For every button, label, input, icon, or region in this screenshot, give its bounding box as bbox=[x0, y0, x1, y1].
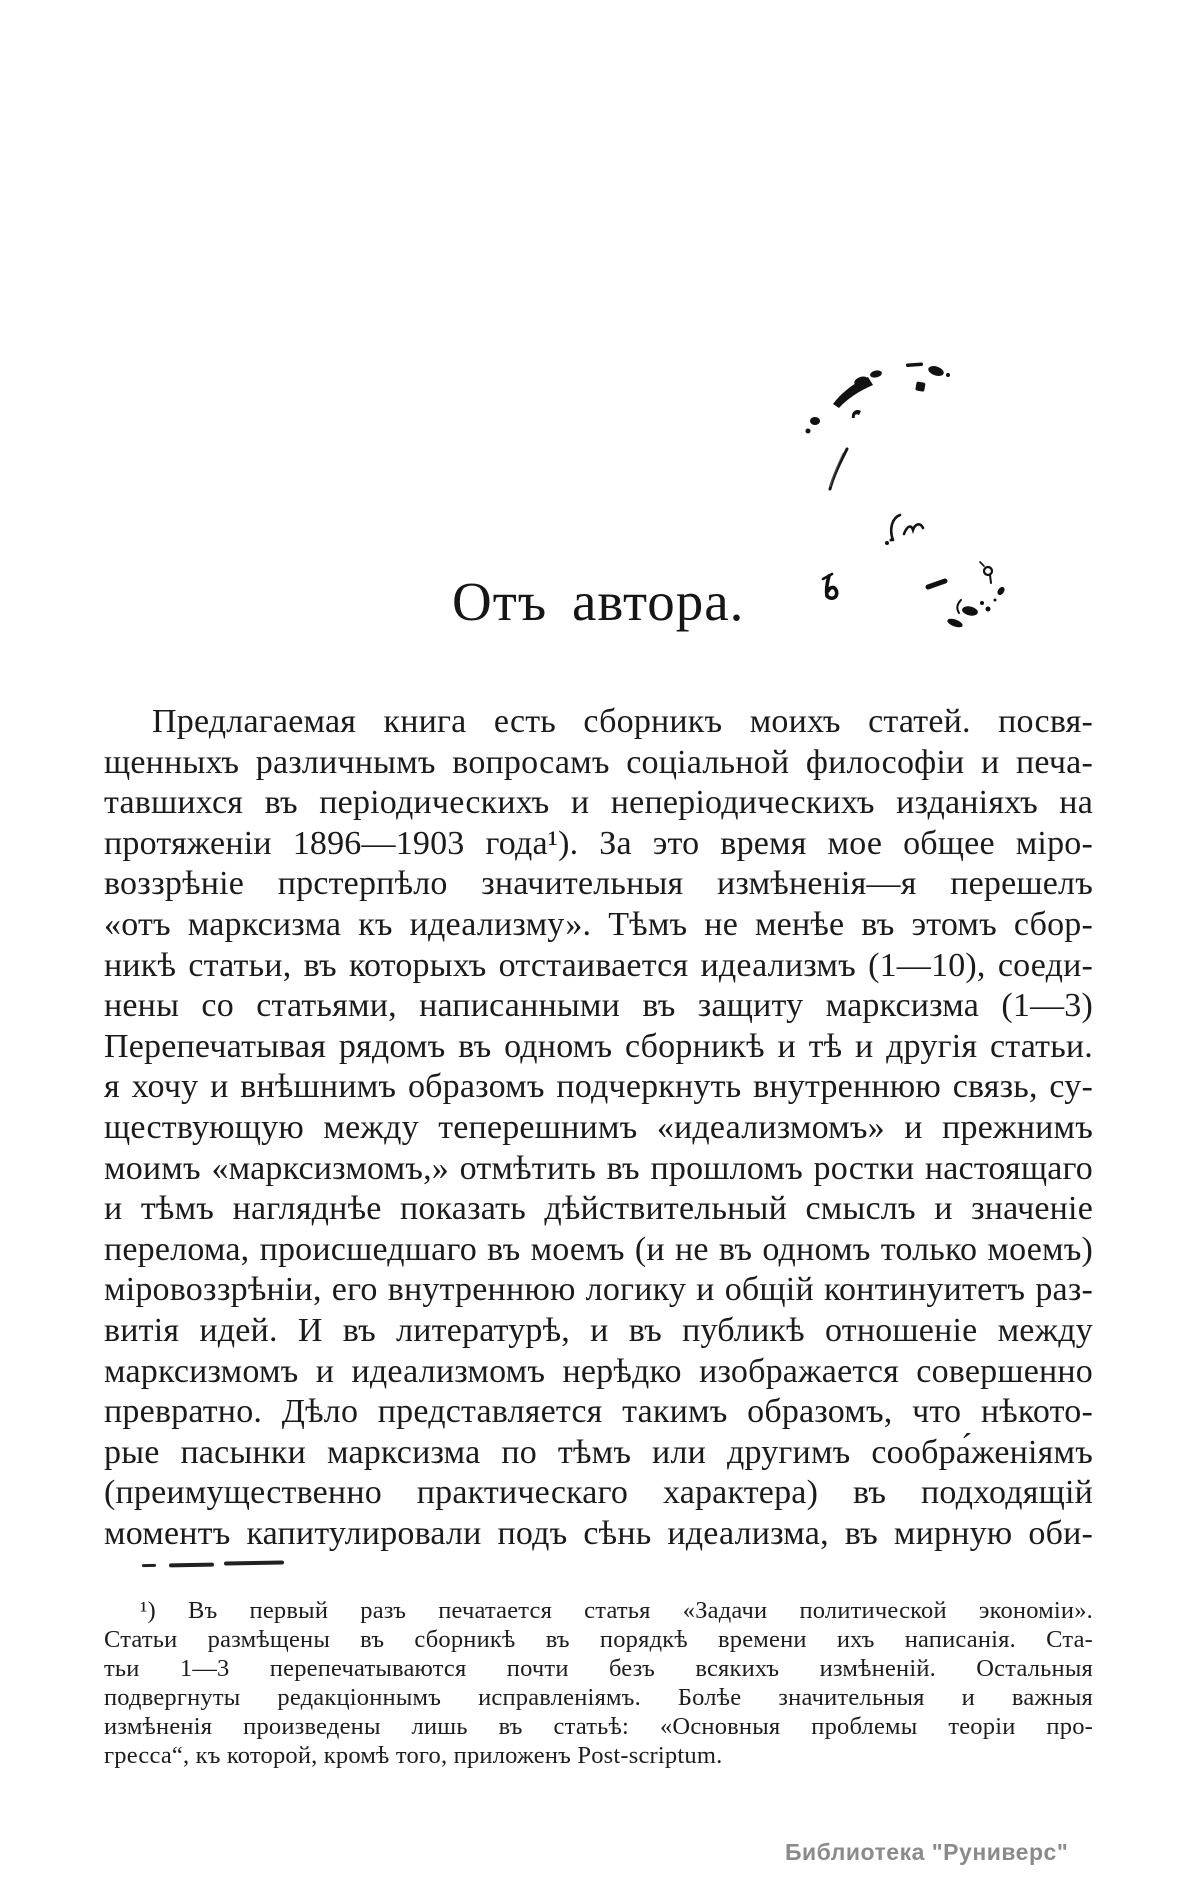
footnote-line: измѣненія произведены лишь въ статьѣ: «Основныя проблемы теоріи про- bbox=[104, 1713, 1093, 1740]
footnote bbox=[104, 1596, 1093, 1770]
footnote-separator-dash bbox=[142, 1564, 156, 1567]
body-line: міровоззрѣніи, его внутреннюю логику и общій континуитетъ раз- bbox=[104, 1271, 1093, 1309]
body-line: витія идей. И въ литературѣ, и въ публикѣ отношеніе между bbox=[104, 1311, 1093, 1349]
ink-smudge-decoration bbox=[780, 350, 1060, 640]
body-line: «отъ марксизма къ идеализму». Тѣмъ не менѣе въ этомъ сбор- bbox=[104, 905, 1093, 943]
body-line: щенныхъ различнымъ вопросамъ соціальной философіи и печа- bbox=[104, 743, 1093, 781]
body-line: тавшихся въ періодическихъ и неперіодическихъ изданіяхъ на bbox=[104, 784, 1093, 822]
body-line: рые пасынки марксизма по тѣмъ или другимъ сообра́женіямъ bbox=[104, 1433, 1093, 1471]
body-line: протяженіи 1896—1903 года¹). За это время мое общее міро- bbox=[104, 824, 1093, 862]
main-paragraph bbox=[104, 702, 1093, 1554]
body-line: моимъ «марксизмомъ,» отмѣтить въ прошломъ ростки настоящаго bbox=[104, 1149, 1093, 1187]
body-line: я хочу и внѣшнимъ образомъ подчеркнуть внутреннюю связь, су- bbox=[104, 1068, 1093, 1106]
footnote-line: ¹) Въ первый разъ печатается статья «Задачи политической экономіи». bbox=[140, 1597, 1093, 1624]
body-line: ществующую между теперешнимъ «идеализмомъ» и прежнимъ bbox=[104, 1108, 1093, 1146]
body-line: перелома, происшедшаго въ моемъ (и не въ одномъ только моемъ) bbox=[104, 1230, 1093, 1268]
body-line: марксизмомъ и идеализмомъ нерѣдко изображается совершенно bbox=[104, 1352, 1093, 1390]
footnote-separator-dash bbox=[169, 1563, 214, 1567]
footnote-separator-dash bbox=[224, 1560, 284, 1565]
body-line: превратно. Дѣло представляется такимъ образомъ, что нѣкото- bbox=[104, 1393, 1093, 1431]
footnote-line: Статьи размѣщены въ сборникѣ въ порядкѣ времени ихъ написанія. Ста- bbox=[104, 1626, 1093, 1653]
footnote-line: тьи 1—3 перепечатываются почти безъ всякихъ измѣненій. Остальныя bbox=[104, 1655, 1093, 1682]
body-line: никѣ статьи, въ которыхъ отстаивается идеализмъ (1—10), соеди- bbox=[104, 946, 1093, 984]
body-line: нены со статьями, написанными въ защиту марксизма (1—3) bbox=[104, 987, 1093, 1025]
page-title: Отъ автора. bbox=[452, 571, 745, 632]
body-line: воззрѣніе прстерпѣло значительныя измѣненія—я перешелъ bbox=[104, 865, 1093, 903]
body-line: моментъ капитулировали подъ сѣнь идеализма, въ мирную оби- bbox=[104, 1514, 1093, 1552]
body-line: и тѣмъ нагляднѣе показать дѣйствительный смыслъ и значеніе bbox=[104, 1190, 1093, 1228]
body-line: Перепечатывая рядомъ въ одномъ сборникѣ и тѣ и другія статьи. bbox=[104, 1027, 1093, 1065]
footnote-line: гресса“, къ которой, кромѣ того, приложенъ Post-scriptum. bbox=[104, 1742, 723, 1769]
library-watermark: Библиотека "Руниверс" bbox=[785, 1839, 1069, 1865]
body-line: Предлагаемая книга есть сборникъ моихъ статей. посвя- bbox=[152, 703, 1093, 740]
footnote-line: подвергнуты редакціоннымъ исправленіямъ. Болѣе значительныя и важныя bbox=[104, 1684, 1093, 1711]
body-line: (преимущественно практическаго характера) въ подходящій bbox=[104, 1474, 1093, 1512]
